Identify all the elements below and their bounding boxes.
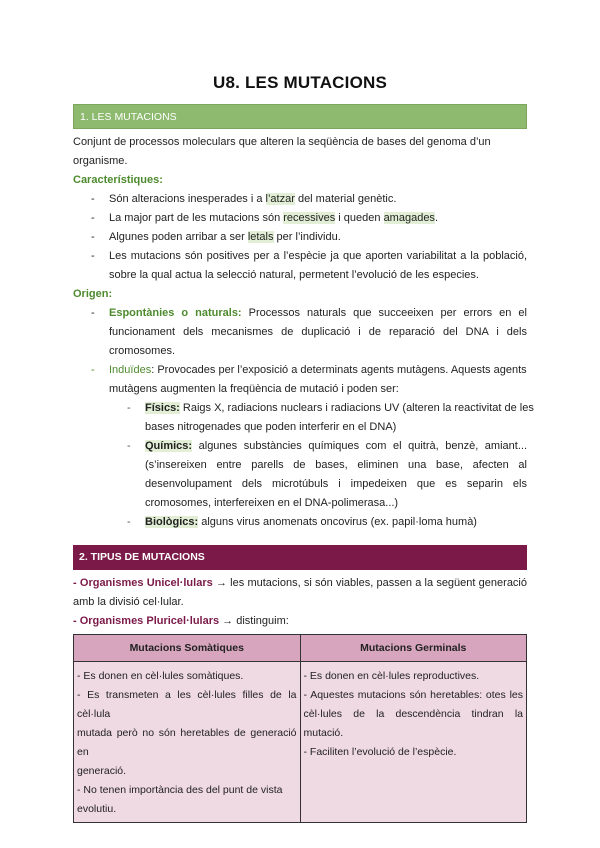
- characteristics-label: Característiques:: [73, 174, 163, 186]
- page-title: U8. LES MUTACIONS: [212, 73, 388, 92]
- definition-line-1: Conjunt de processos moleculars que alteren la seqüència de bases del genoma d’un: [73, 136, 491, 148]
- characteristic-4-line-2: sobre la qual actua la selecció natural, permetent l’evolució de les especies.: [109, 269, 479, 281]
- table-header-somatic: Mutacions Somàtiques: [74, 635, 301, 662]
- table-cell-line: - Aquestes mutacions són heretables: otes les: [303, 689, 523, 701]
- section-2-heading: 2. TIPUS DE MUTACIONS: [73, 545, 527, 570]
- table-cell-line: - Es donen en cèl·lules reproductives.: [303, 670, 480, 682]
- spontaneous-line-3: cromosomes.: [109, 345, 176, 357]
- physical-line-2: bases nitrogenades que poden interferir en el DNA): [145, 421, 397, 433]
- unicellular-line-2: amb la divisió cel·lular.: [73, 596, 184, 608]
- multicellular-line: - Organismes Pluricel·lulars → distinguim:: [73, 615, 289, 627]
- chemical-line-2: (s’insereixen entre parells de bases, eliminen una base, afecten al: [145, 459, 527, 471]
- section-1-heading: 1. LES MUTACIONS: [73, 104, 527, 129]
- chemical-line-1: Químics: algunes substàncies químiques com el quitrà, benzè, amiant...: [145, 440, 527, 452]
- chemical-line-3: desenvolupament dels microtúbuls i impedeixen que es separin els: [145, 478, 527, 490]
- table-cell-line: - Faciliten l’evolució de l’espècie.: [303, 746, 457, 758]
- dash-icon: -: [127, 402, 131, 414]
- dash-icon: -: [127, 516, 131, 528]
- table-cell-line: mutada però no són heretables de generació en: [77, 727, 297, 758]
- biological-line-1: Biològics: alguns virus anomenats oncovirus (ex. papil·loma humà): [145, 516, 477, 528]
- dash-icon: -: [127, 440, 131, 452]
- table-cell-line: - No tenen importància des del punt de vista evolutiu.: [77, 784, 283, 815]
- table-cell-line: generació.: [77, 765, 127, 777]
- dash-icon: -: [91, 364, 95, 376]
- characteristic-1: Són alteracions inesperades i a l’atzar del material genètic.: [109, 193, 397, 205]
- dash-icon: -: [91, 193, 95, 205]
- table-cell-line: cèl·lules de la descendència tindran la: [303, 708, 523, 720]
- mutation-types-table: [73, 634, 527, 823]
- dash-icon: -: [91, 231, 95, 243]
- induced-line-1: Induïdes: Provocades per l’exposició a determinats agents mutàgens. Aquests agents: [109, 364, 527, 376]
- table-cell-germinal: [300, 662, 527, 823]
- table-cell-line: - Es transmeten a les cèl·lules filles de la cèl·lula: [77, 689, 297, 720]
- spontaneous-line-1: Espontànies o naturals: Processos naturals que succeeixen per errors en el: [109, 307, 527, 319]
- characteristic-3: Algunes poden arribar a ser letals per l’individu.: [109, 231, 341, 243]
- table-header-germinal: Mutacions Germinals: [300, 635, 527, 662]
- characteristic-2: La major part de les mutacions són recessives i queden amagades.: [109, 212, 438, 224]
- table-cell-line: mutació.: [303, 727, 344, 739]
- unicellular-line-1: - Organismes Unicel·lulars → les mutacions, si són viables, passen a la següent generació: [73, 577, 527, 589]
- table-cell-somatic: [74, 662, 301, 823]
- induced-line-2: mutàgens augmenten la freqüència de mutació i poden ser:: [109, 383, 399, 395]
- chemical-line-4: cromosomes, interfereixen en el DNA-polimerasa...): [145, 497, 399, 509]
- physical-line-1: Físics: Raigs X, radiacions nuclears i radiacions UV (alteren la reactivitat de les: [145, 402, 534, 414]
- spontaneous-line-2: funcionament dels mecanismes de duplicació i de reparació del DNA i dels: [109, 326, 527, 338]
- dash-icon: -: [91, 307, 95, 319]
- table-cell-line: - Es donen en cèl·lules somàtiques.: [77, 670, 244, 682]
- definition-line-2: organisme.: [73, 155, 128, 167]
- characteristic-4-line-1: Les mutacions són positives per a l’espècie ja que aporten variabilitat a la població,: [109, 250, 527, 262]
- dash-icon: -: [91, 212, 95, 224]
- origin-label: Origen:: [73, 288, 113, 300]
- dash-icon: -: [91, 250, 95, 262]
